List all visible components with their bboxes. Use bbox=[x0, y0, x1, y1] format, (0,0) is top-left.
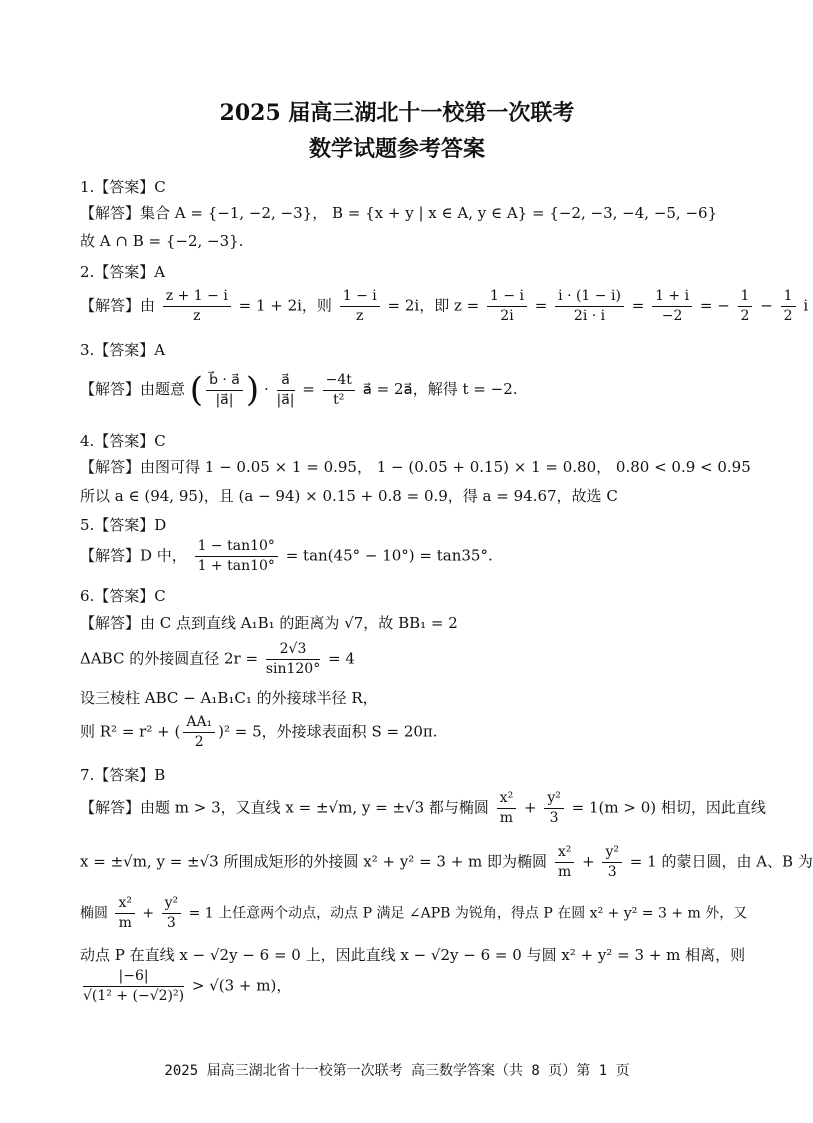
q2-text-7: i bbox=[803, 296, 809, 315]
page-footer: 2025 届高三湖北省十一校第一次联考 高三数学答案（共 8 页）第 1 页 bbox=[164, 1063, 630, 1079]
q2-solution bbox=[80, 288, 808, 325]
q2-text-6: − bbox=[760, 296, 773, 315]
q7-l3-suffix: = 1 上任意两个动点，动点 P 满足 ∠APB 为锐角，得点 P 在圆 x² + y² = 3 + m 外，又 bbox=[188, 905, 748, 922]
q2-text-4: = bbox=[631, 296, 645, 315]
q6-l2-prefix: ΔABC 的外接圆直径 2r = bbox=[80, 649, 259, 668]
q7-solution-line4: 动点 P 在直线 x − √2y − 6 = 0 上，因此直线 x − √2y − 6 = 0 与圆 x² + y² = 3 + m 相离，则 bbox=[80, 946, 746, 964]
q5-solution bbox=[80, 538, 493, 575]
document-subtitle: 数学试题参考答案 bbox=[308, 136, 485, 162]
q6-solution-line4 bbox=[80, 714, 438, 751]
q3-text-2: a⃗ = 2a⃗，解得 t = −2. bbox=[362, 380, 518, 398]
q6-solution-line3: 设三棱柱 ABC − A₁B₁C₁ 的外接球半径 R， bbox=[80, 689, 378, 707]
q7-solution-line2 bbox=[80, 844, 813, 881]
q7-l2-fraction-2: $\frac{\text{y²}}{3}$ bbox=[602, 844, 622, 881]
q2-fraction-1: $\frac{z + 1 - i}{z}$ bbox=[163, 288, 231, 325]
q5-text: = tan(45° − 10°) = tan35°. bbox=[285, 546, 493, 565]
q7-l1-fraction-2: $\frac{\text{y²}}{3}$ bbox=[544, 790, 564, 827]
q6-solution-line2 bbox=[80, 641, 355, 678]
q7-l1-fraction-1: $\frac{\text{x²}}{m}$ bbox=[497, 790, 517, 827]
q7-l3-fraction-1: $\frac{\text{x²}}{m}$ bbox=[115, 895, 135, 932]
q6-fraction-2: $\frac{\text{AA₁}}{2}$ bbox=[183, 714, 215, 751]
q2-text-1: = 1 + 2i，则 bbox=[238, 296, 332, 315]
q7-l2-fraction-1: $\frac{\text{x²}}{m}$ bbox=[555, 844, 575, 881]
q2-fraction-4: $\frac{i \cdot (1 - i)}{2i \cdot i}$ bbox=[555, 288, 624, 325]
q2-fraction-6: $\frac{1}{2}$ bbox=[738, 288, 753, 325]
q6-answer: 6.【答案】C bbox=[80, 587, 166, 605]
q7-l1-prefix: 【解答】由题 m > 3，又直线 x = ±√m, y = ±√3 都与椭圆 bbox=[80, 798, 489, 817]
q7-solution-line1 bbox=[80, 790, 766, 827]
q5-fraction: $\frac{1 - \tan 10^\circ}{1 + \tan 10^\circ}$ bbox=[195, 538, 278, 575]
q2-fraction-3: $\frac{1 - i}{2i}$ bbox=[487, 288, 527, 325]
q5-answer: 5.【答案】D bbox=[80, 516, 167, 534]
q3-answer: 3.【答案】A bbox=[80, 341, 166, 359]
document-title: 2025 届高三湖北十一校第一次联考 bbox=[219, 100, 575, 126]
q3-fraction-2: $\frac{a⃗}{|a⃗|}$ bbox=[276, 371, 295, 408]
q2-fraction-2: $\frac{1 - i}{z}$ bbox=[340, 288, 380, 325]
q7-l2-plus: + bbox=[582, 852, 595, 871]
q3-right-paren: ) bbox=[245, 370, 260, 410]
q7-l3-fraction-2: $\frac{\text{y²}}{3}$ bbox=[162, 895, 182, 932]
q7-l5-suffix: > √(3 + m)， bbox=[191, 976, 292, 995]
q5-prefix: 【解答】D 中， bbox=[80, 546, 187, 565]
q3-prefix: 【解答】由题意 bbox=[80, 380, 186, 398]
q4-answer: 4.【答案】C bbox=[80, 432, 166, 450]
q7-l5-fraction: $\frac{|-6|}{\text{√(1² + (−√2)²)}}$ bbox=[83, 968, 185, 1004]
q7-solution-line5 bbox=[80, 968, 291, 1005]
q7-solution-line3 bbox=[80, 895, 747, 932]
q7-l1-suffix: = 1(m > 0) 相切，因此直线 bbox=[571, 798, 766, 817]
q2-text-5: = − bbox=[699, 296, 730, 315]
q7-l1-plus: + bbox=[523, 798, 537, 817]
q3-fraction-3: $\frac{-4t}{\text{t²}}$ bbox=[323, 372, 355, 409]
q4-solution-line1: 【解答】由图可得 1 − 0.05 × 1 = 0.95， 1 − (0.05 + 0.15) × 1 = 0.80， 0.80 < 0.9 < 0.95 bbox=[80, 458, 751, 476]
q6-l2-suffix: = 4 bbox=[328, 649, 355, 668]
q2-text-2: = 2i，即 z = bbox=[387, 296, 480, 315]
q7-answer: 7.【答案】B bbox=[80, 766, 166, 784]
q3-solution: 【解答】由题意 ( $\frac{b⃗ \cdot a⃗}{|a⃗|}$ ) · $\frac{a⃗}{|a⃗|}$ = $\frac{-4t}{\text{t²}}$ a⃗ = 2a⃗，解得 t = −2. bbox=[80, 370, 518, 410]
q1-answer: 1.【答案】C bbox=[80, 178, 166, 196]
q2-fraction-7: $\frac{1}{2}$ bbox=[781, 288, 796, 325]
q7-l2-prefix: x = ±√m, y = ±√3 所围成矩形的外接圆 x² + y² = 3 + m 即为椭圆 bbox=[80, 852, 548, 871]
q6-l4-suffix: )² = 5，外接球表面积 S = 20π. bbox=[218, 722, 438, 741]
q1-solution-line1: 【解答】集合 A = {−1, −2, −3}， B = {x + y | x ∈ A, y ∈ A} = {−2, −3, −4, −5, −6} bbox=[80, 204, 718, 222]
q2-answer: 2.【答案】A bbox=[80, 263, 166, 281]
q2-text-3: = bbox=[534, 296, 548, 315]
q2-prefix: 【解答】由 bbox=[80, 296, 156, 315]
q3-fraction-1: $\frac{b⃗ \cdot a⃗}{|a⃗|}$ bbox=[206, 372, 243, 409]
q6-fraction-1: $\frac{2√3}{\sin 120^\circ}$ bbox=[265, 641, 321, 677]
q1-solution-line2: 故 A ∩ B = {−2, −3}. bbox=[80, 232, 244, 250]
q2-fraction-5: $\frac{1 + i}{-2}$ bbox=[652, 288, 692, 325]
q4-solution-line2: 所以 a ∈ (94, 95)，且 (a − 94) × 0.15 + 0.8 = 0.9，得 a = 94.67，故选 C bbox=[80, 487, 618, 505]
q7-l3-prefix: 椭圆 bbox=[80, 905, 108, 922]
q6-solution-line1: 【解答】由 C 点到直线 A₁B₁ 的距离为 √7，故 BB₁ = 2 bbox=[80, 614, 458, 632]
q6-l4-prefix: 则 R² = r² + ( bbox=[80, 722, 181, 741]
q3-text-1: = bbox=[302, 380, 315, 398]
q7-l2-suffix: = 1 的蒙日圆，由 A、B 为 bbox=[629, 852, 813, 871]
q7-l3-plus: + bbox=[142, 905, 155, 922]
q3-left-paren: ( bbox=[189, 370, 204, 410]
